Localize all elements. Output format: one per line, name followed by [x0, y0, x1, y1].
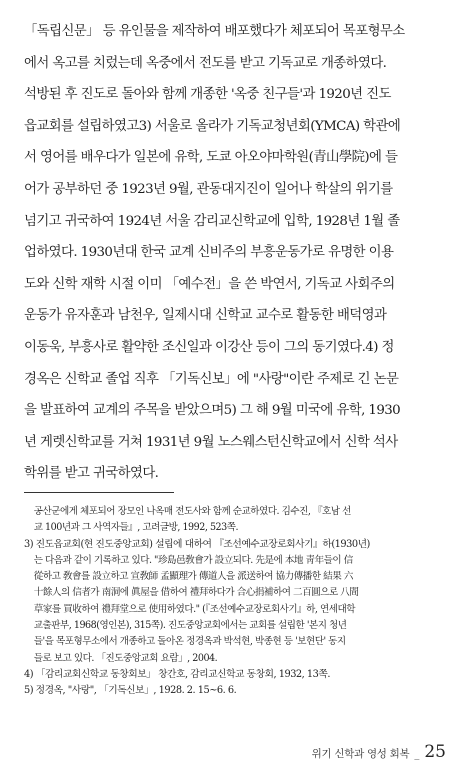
footnote-line: 는 다음과 같이 기록하고 있다. "珍島邑敎會가 設立되다. 先是에 本地 靑年들이 信	[33, 554, 353, 566]
footnote-line: 十餘人의 信者가 南洞에 眞屋을 借하여 禮拜하다가 合心捐補하여 二百圓으로 八間	[33, 587, 359, 599]
footnote-line: 5) 정경옥, "사랑", 「기독신보」, 1928. 2. 15~6. 6.	[24, 685, 237, 697]
footnote-line: 공산군에게 체포되어 장모인 나옥매 전도사와 함께 순교하였다. 김수진, 『호남 선	[33, 506, 351, 517]
footnote-line: 교 100년과 그 사역자들』, 고려글방, 1992, 523쪽.	[33, 522, 239, 534]
footnote-line: 들로 보고 있다. 「진도중앙교회 요람」, 2004.	[33, 652, 218, 664]
body-line: 학위를 받고 귀국하였다.	[24, 466, 159, 482]
body-line: 운동가 유자훈과 남천우, 일제시대 신학교 교수로 활동한 배덕영과	[24, 308, 387, 324]
body-line: 석방된 후 진도로 돌아와 함께 개종한 '옥중 친구들'과 1920년 진도	[24, 87, 391, 103]
body-text	[24, 16, 448, 490]
body-line: 읍교회를 설립하였고3) 서울로 올라가 기독교청년회(YMCA) 학관에	[24, 118, 401, 134]
body-line: 서 영어를 배우다가 일본에 유학, 도쿄 아오야마학원(青山學院)에 들	[24, 150, 398, 166]
body-line: 도와 신학 재학 시절 이미 「예수전」을 쓴 박연서, 기독교 사회주의	[24, 276, 395, 292]
body-line: 경옥은 신학교 졸업 직후 「기독신보」에 "사랑"이란 주제로 긴 논문	[24, 371, 399, 387]
footnote-line: 4) 「감리교회신학교 동창회보」 창간호, 감리교신학교 동창회, 1932, 13쪽.	[24, 668, 330, 680]
body-line: 이동욱, 부흥사로 활약한 조신일과 이강산 등이 그의 동기였다.4) 정	[24, 339, 394, 355]
body-line: 어가 공부하던 중 1923년 9월, 관동대지진이 일어나 학살의 위기를	[24, 181, 393, 197]
body-line: 에서 옥고를 치렀는데 옥중에서 전도를 받고 기독교로 개종하였다.	[24, 55, 387, 71]
body-line: 년 게렛신학교를 거쳐 1931년 9월 노스웨스턴신학교에서 신학 석사	[24, 434, 398, 450]
page-footer	[312, 742, 446, 762]
footnote-line: 草家를 買收하여 禮拜堂으로 使用하였다." (『조선예수교장로회사기』하, 연세대학	[33, 603, 356, 615]
body-line: 업하였다. 1930년대 한국 교계 신비주의 부흥운동가로 유명한 이용	[24, 245, 394, 261]
running-title: 위기 신학과 영성 회복	[311, 748, 410, 760]
footer-separator: _	[414, 749, 420, 760]
footnote-line: 3) 진도읍교회(현 진도중앙교회) 설립에 대하여 『조선예수교장로회사기』하(1930년)	[24, 538, 370, 550]
body-line: 「독립신문」 등 유인물을 제작하여 배포했다가 체포되어 목포형무소	[24, 24, 405, 39]
body-line: 넘기고 귀국하여 1924년 서울 감리교신학교에 입학, 1928년 1월 졸	[24, 213, 400, 229]
footnotes	[24, 504, 448, 700]
footnote-divider	[24, 492, 174, 493]
page-number: 25	[424, 742, 446, 762]
footnote-line: 들'을 목포형무소에서 개종하고 돌아온 정경옥과 박석현, 박종현 등 '보현단' 동지	[33, 636, 346, 648]
footnote-line: 교출판부, 1968(영인본), 315쪽). 진도중앙교회에서는 교회를 설립한 '본지 청년	[33, 620, 347, 632]
footnote-line: 從하고 敎會를 設立하고 宣敎師 孟顯理가 傳道人을 派送하여 協力傳播한 結果 六	[33, 571, 353, 583]
body-line: 을 발표하여 교계의 주목을 받았으며5) 그 해 9월 미국에 유학, 1930	[24, 403, 401, 419]
